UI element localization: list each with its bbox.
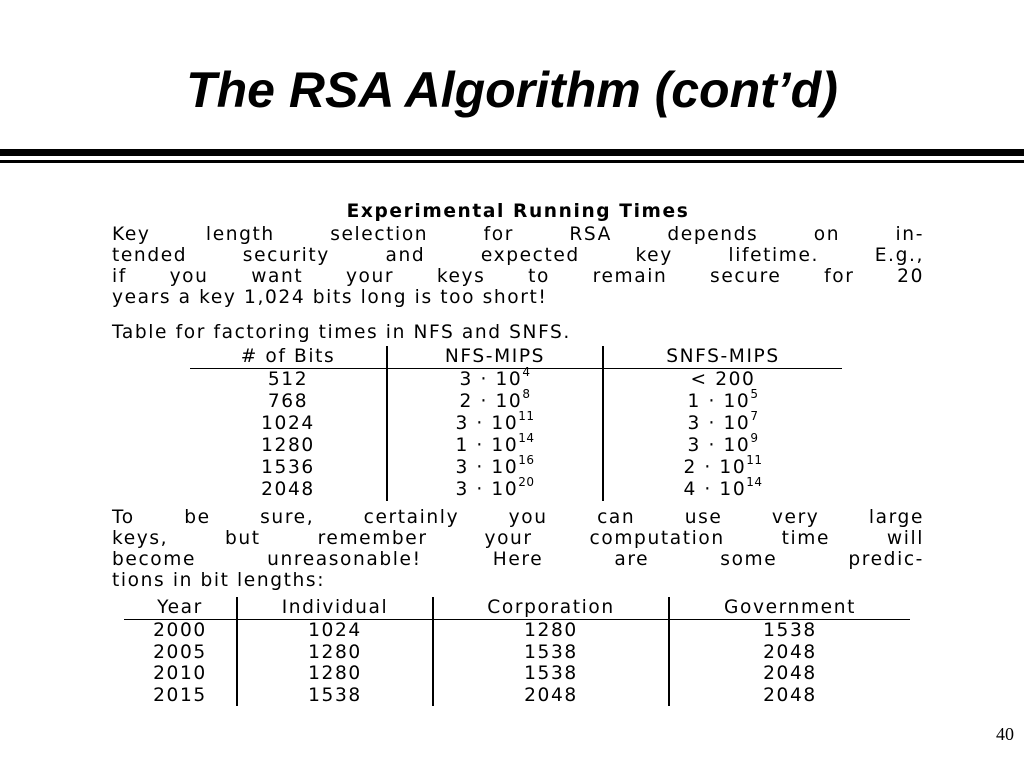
cell-value: 2 · 10 bbox=[683, 457, 747, 478]
cell-exponent: 11 bbox=[518, 409, 535, 423]
cell-bits bbox=[190, 479, 387, 501]
cell-exponent: 4 bbox=[522, 365, 531, 379]
column-header-year: Year bbox=[124, 597, 237, 620]
cell-bits bbox=[190, 413, 387, 435]
cell-bits bbox=[190, 435, 387, 457]
cell-value: < 200 bbox=[690, 369, 756, 390]
cell-snfs-mips bbox=[603, 387, 842, 413]
intro-line: Key length selection for RSA depends on in- bbox=[112, 224, 924, 245]
cell-government: 1538 bbox=[763, 620, 817, 641]
table-row bbox=[190, 369, 842, 392]
cell-value: 3 · 10 bbox=[687, 413, 751, 434]
outro-paragraph bbox=[112, 507, 924, 591]
cell-individual: 1280 bbox=[237, 642, 433, 664]
outro-line: become unreasonable! Here are some predic- bbox=[112, 549, 924, 570]
section-heading: Experimental Running Times bbox=[346, 201, 690, 222]
cell-corporation: 1538 bbox=[433, 663, 669, 685]
table-row bbox=[124, 642, 910, 664]
cell-value: 3 · 10 bbox=[455, 457, 519, 478]
factoring-table-caption: Table for factoring times in NFS and SNFS. bbox=[112, 322, 571, 343]
cell-exponent: 14 bbox=[518, 431, 535, 445]
cell-value: 3 · 10 bbox=[459, 369, 523, 390]
table-row bbox=[124, 620, 910, 642]
cell-value: 3 · 10 bbox=[455, 479, 519, 500]
cell-exponent: 5 bbox=[750, 387, 759, 401]
cell-nfs-mips bbox=[387, 475, 603, 501]
table-row bbox=[190, 413, 842, 435]
slide-content bbox=[112, 200, 924, 706]
intro-paragraph bbox=[112, 224, 924, 308]
cell-snfs-mips bbox=[603, 369, 842, 392]
intro-line: if you want your keys to remain secure for 20 bbox=[112, 266, 924, 287]
cell-government: 2048 bbox=[763, 684, 817, 706]
cell-snfs-mips bbox=[603, 409, 842, 435]
page-number: 40 bbox=[996, 724, 1014, 744]
cell-value: 1280 bbox=[261, 435, 315, 456]
cell-value: 1536 bbox=[261, 457, 315, 478]
factoring-table-body bbox=[190, 365, 842, 502]
column-header-corporation: Corporation bbox=[433, 597, 669, 620]
cell-year: 2015 bbox=[124, 685, 237, 707]
cell-individual: 1538 bbox=[237, 685, 433, 707]
cell-value: 2 · 10 bbox=[459, 391, 523, 412]
cell-value: 1 · 10 bbox=[455, 435, 519, 456]
column-header-bits: # of Bits bbox=[190, 346, 387, 369]
column-header-individual: Individual bbox=[237, 597, 433, 620]
column-header-snfs: SNFS-MIPS bbox=[603, 346, 842, 369]
cell-year: 2000 bbox=[124, 620, 237, 642]
cell-government: 2048 bbox=[763, 663, 817, 684]
predictions-table-body bbox=[124, 620, 910, 707]
table-row bbox=[190, 457, 842, 479]
cell-individual: 1280 bbox=[237, 663, 433, 685]
cell-snfs-mips bbox=[603, 431, 842, 457]
slide-title: The RSA Algorithm (cont’d) bbox=[186, 62, 838, 118]
cell-value: 2048 bbox=[261, 479, 315, 500]
cell-snfs-mips bbox=[603, 475, 842, 501]
cell-corporation: 2048 bbox=[433, 685, 669, 707]
cell-corporation: 1538 bbox=[433, 642, 669, 664]
table-row bbox=[124, 685, 910, 707]
column-header-nfs: NFS-MIPS bbox=[387, 346, 603, 369]
table-header-row bbox=[190, 346, 842, 369]
intro-line: tended security and expected key lifetime. E.g., bbox=[112, 245, 924, 266]
cell-exponent: 20 bbox=[518, 475, 535, 489]
outro-line: tions in bit lengths: bbox=[112, 570, 326, 591]
table-row bbox=[190, 435, 842, 457]
cell-exponent: 7 bbox=[750, 409, 759, 423]
title-divider-thin bbox=[0, 160, 1024, 163]
cell-value: 1 · 10 bbox=[687, 391, 751, 412]
column-header-government: Government bbox=[669, 597, 910, 620]
cell-nfs-mips bbox=[387, 365, 603, 392]
cell-value: 512 bbox=[267, 369, 309, 390]
cell-nfs-mips bbox=[387, 387, 603, 413]
cell-nfs-mips bbox=[387, 409, 603, 435]
cell-value: 1024 bbox=[261, 413, 315, 434]
cell-year: 2010 bbox=[124, 663, 237, 685]
table-header-row bbox=[124, 597, 910, 620]
table-row bbox=[190, 479, 842, 501]
cell-individual: 1024 bbox=[237, 620, 433, 642]
key-length-predictions-table bbox=[124, 597, 910, 706]
cell-nfs-mips bbox=[387, 431, 603, 457]
intro-line: years a key 1,024 bits long is too short! bbox=[112, 287, 548, 308]
title-divider-thick bbox=[0, 149, 1024, 156]
cell-exponent: 11 bbox=[746, 453, 763, 467]
cell-year: 2005 bbox=[124, 642, 237, 664]
outro-line: keys, but remember your computation time will bbox=[112, 528, 924, 549]
cell-value: 4 · 10 bbox=[683, 479, 747, 500]
cell-government: 2048 bbox=[763, 641, 817, 663]
cell-bits bbox=[190, 391, 387, 413]
cell-snfs-mips bbox=[603, 453, 842, 479]
cell-bits bbox=[190, 457, 387, 479]
cell-bits bbox=[190, 369, 387, 392]
cell-value: 768 bbox=[267, 391, 309, 412]
table-row bbox=[190, 391, 842, 413]
outro-line: To be sure, certainly you can use very large bbox=[112, 507, 924, 528]
cell-exponent: 14 bbox=[746, 475, 763, 489]
cell-nfs-mips bbox=[387, 453, 603, 479]
cell-exponent: 8 bbox=[522, 387, 531, 401]
cell-value: 3 · 10 bbox=[687, 435, 751, 456]
cell-corporation: 1280 bbox=[433, 620, 669, 642]
cell-exponent: 9 bbox=[750, 431, 759, 445]
factoring-times-table bbox=[190, 346, 842, 501]
table-row bbox=[124, 663, 910, 685]
cell-exponent: 16 bbox=[518, 453, 535, 467]
cell-value: 3 · 10 bbox=[455, 413, 519, 434]
